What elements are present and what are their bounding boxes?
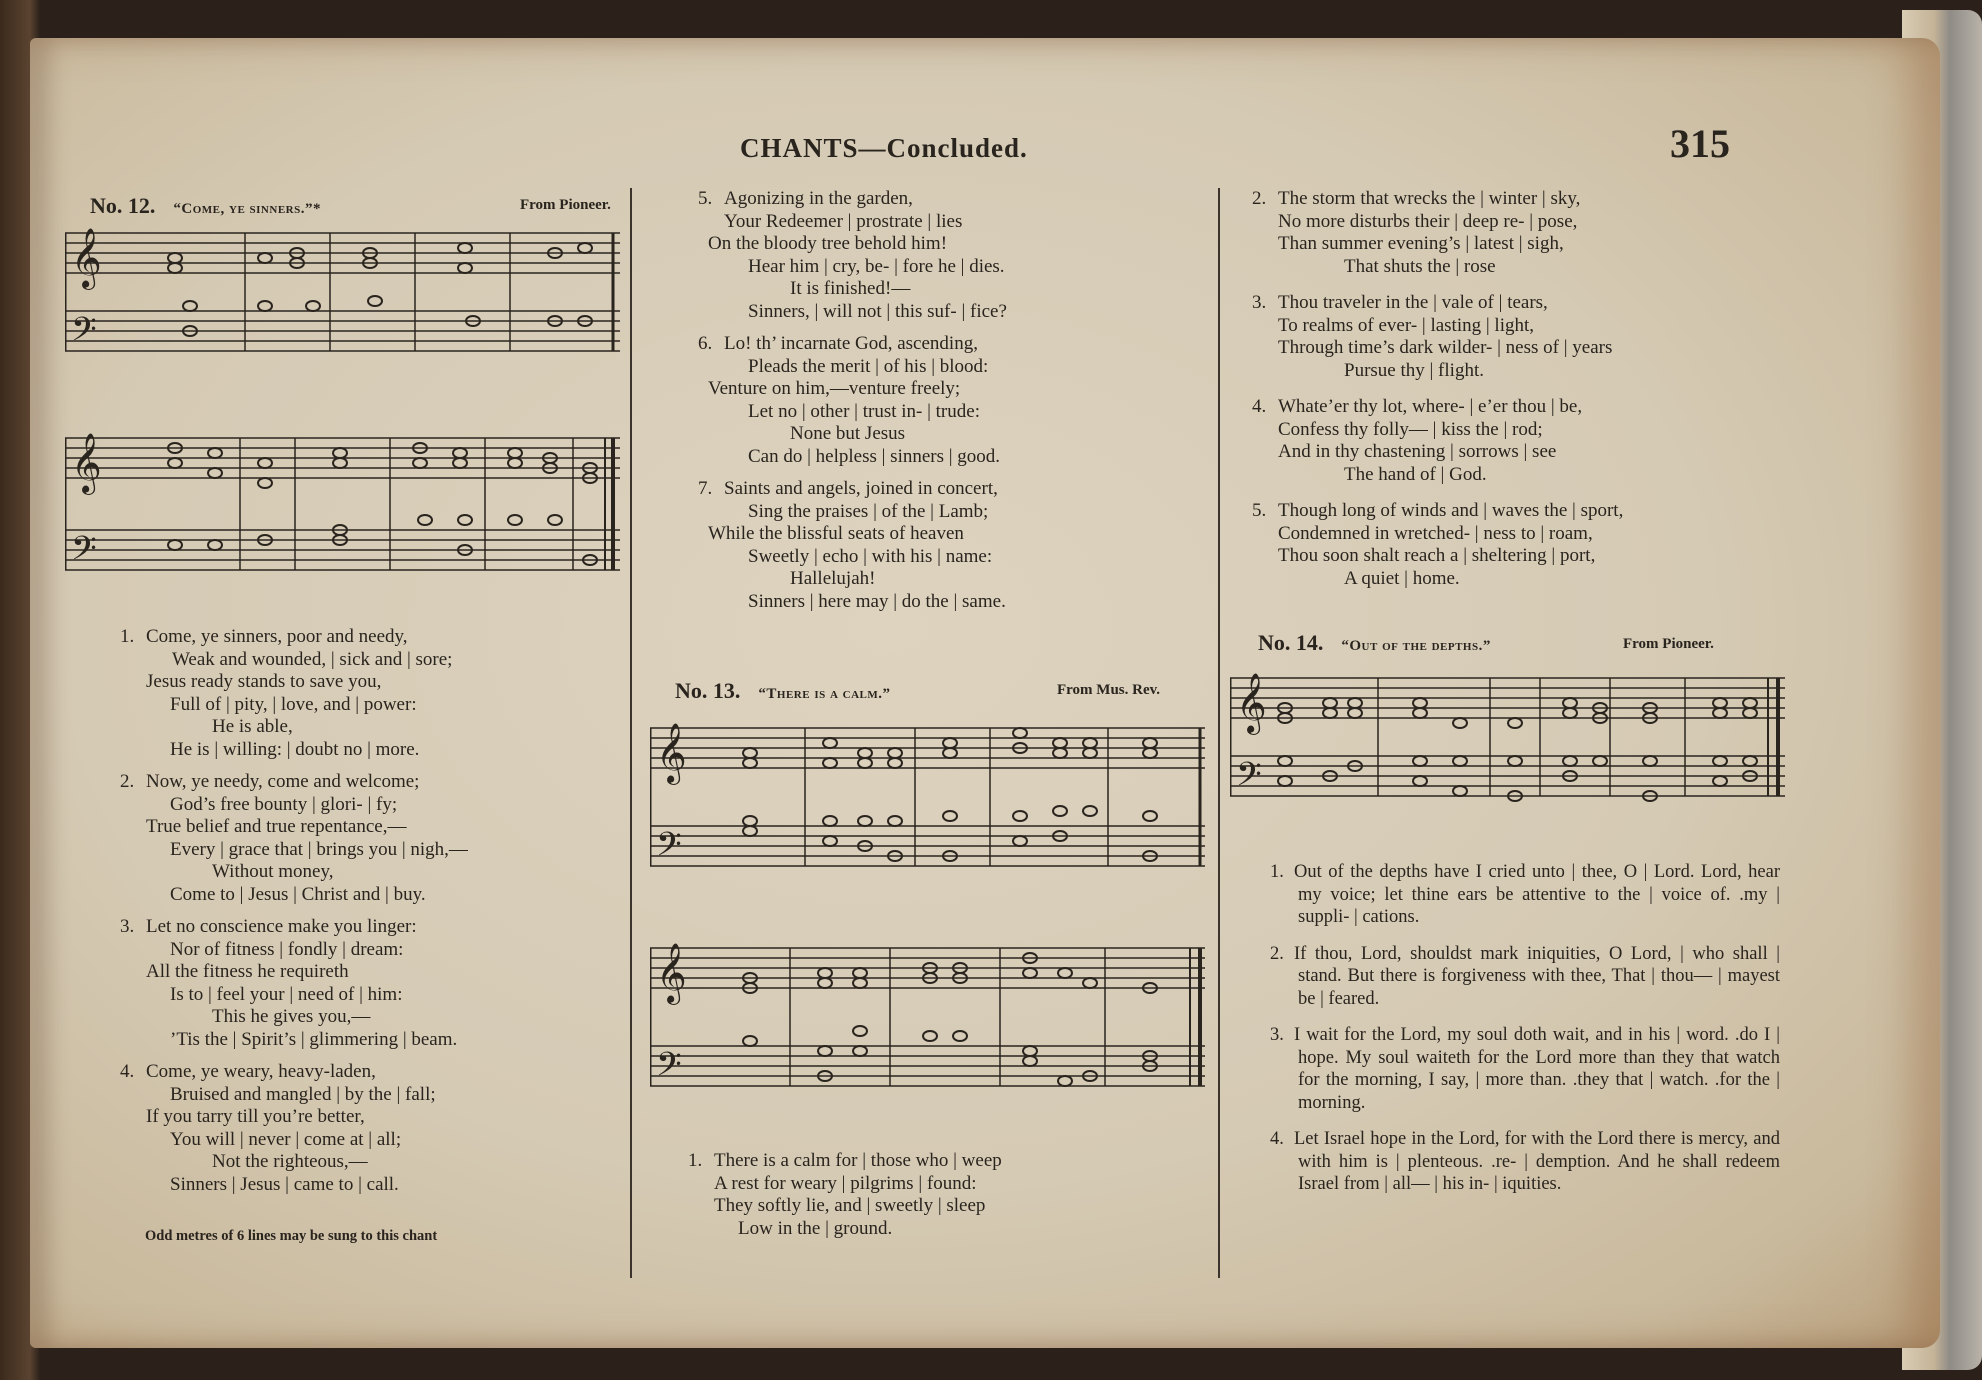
verse-line: Saints and angels, joined in concert, [724, 478, 998, 499]
bass-clef-icon: 𝄢 [656, 1046, 682, 1091]
verse-2 [1252, 188, 1772, 278]
chant-title: “Out of the depths.” [1341, 638, 1491, 654]
verse-line: And in thy chastening | sorrows | see [1278, 441, 1557, 462]
verse-line: Sweetly | echo | with his | name: [748, 545, 993, 567]
column-divider-right [1218, 188, 1220, 1278]
verse-line: Come, ye weary, heavy-laden, [146, 1061, 376, 1082]
treble-clef-icon: 𝄞 [656, 725, 687, 782]
paragraph-2 [1270, 943, 1780, 1011]
verse-line: This he gives you,— [212, 1006, 371, 1027]
verse-line: A rest for weary | pilgrims | found: [714, 1172, 977, 1194]
paragraph-text: If thou, Lord, shouldst mark iniquities, O Lord, | who shall | stand. But there is forgiveness with thee, That | thou— | mayest be | feared. [1294, 943, 1780, 1009]
verse-line: Agonizing in the garden, [724, 188, 913, 209]
verse-line: Whate’er thy lot, where- | e’er thou | be, [1278, 396, 1583, 417]
chant-title: “There is a calm.” [758, 686, 891, 702]
verse-line: Sinners | Jesus | came to | call. [170, 1173, 399, 1195]
verse-line: Weak and wounded, | sick and | sore; [172, 648, 453, 670]
verse-line: To realms of ever- | lasting | light, [1278, 314, 1534, 336]
verse-line: There is a calm for | those who | weep [714, 1150, 1002, 1171]
verse-line: Thou traveler in the | vale of | tears, [1278, 292, 1548, 313]
bass-clef-icon: 𝄢 [656, 826, 682, 871]
paragraph-number: 3. [1270, 1025, 1284, 1045]
paragraph-3 [1270, 1024, 1780, 1114]
bass-clef-icon: 𝄢 [71, 530, 97, 575]
chant-number: No. 14. [1258, 630, 1324, 655]
verse-line: Let no conscience make you linger: [146, 916, 417, 937]
verse-line: Nor of fitness | fondly | dream: [170, 938, 404, 960]
column-divider-left [630, 188, 632, 1278]
verse-number: 7. [698, 478, 713, 499]
treble-clef-icon: 𝄞 [71, 435, 102, 492]
verse-line: Though long of winds and | waves the | sport, [1278, 500, 1624, 521]
verse-line: ’Tis the | Spirit’s | glimmering | beam. [170, 1028, 458, 1050]
verse-5 [698, 188, 1208, 323]
verse-line: Your Redeemer | prostrate | lies [724, 210, 963, 232]
chant-title: “Come, ye sinners.”* [173, 201, 321, 217]
paragraph-number: 4. [1270, 1129, 1284, 1149]
verse-3 [120, 916, 625, 1051]
verse-line: Now, ye needy, come and welcome; [146, 771, 420, 792]
verse-line: Lo! th’ incarnate God, ascending, [724, 333, 978, 354]
chant-13-score-system-2 [650, 928, 1210, 1108]
verse-number: 2. [120, 771, 135, 792]
page-number: 315 [1670, 121, 1730, 166]
verse-line: Not the righteous,— [212, 1151, 368, 1172]
bass-clef-icon: 𝄢 [71, 311, 97, 356]
verse-line: They softly lie, and | sweetly | sleep [714, 1195, 986, 1216]
chant-13-continued-verses [1252, 188, 1772, 590]
verse-2 [120, 771, 625, 906]
chant-13-verses [688, 1150, 1208, 1240]
bass-clef-icon: 𝄢 [1236, 756, 1262, 801]
chant-14-text [1270, 861, 1780, 1210]
verse-line: Pleads the merit | of his | blood: [748, 355, 989, 377]
verse-line: Confess thy folly— | kiss the | rod; [1278, 418, 1543, 440]
paragraph-text: Let Israel hope in the Lord, for with the Lord there is mercy, and with him is | plenteous. .re- | demption. And he shall redeem Israel from | all— | his in- | iquities. [1294, 1129, 1780, 1194]
chant-source: From Mus. Rev. [1057, 682, 1161, 698]
verse-line: Come, ye sinners, poor and needy, [146, 626, 408, 647]
verse-line: Pursue thy | flight. [1344, 359, 1484, 381]
verse-line: Let no | other | trust in- | trude: [748, 400, 980, 422]
verse-line: Hear him | cry, be- | fore he | dies. [748, 255, 1005, 277]
verse-line: Every | grace that | brings you | nigh,— [170, 838, 468, 860]
verse-line: Bruised and mangled | by the | fall; [170, 1083, 436, 1105]
verse-number: 3. [120, 916, 135, 937]
verse-line: It is finished!— [790, 278, 911, 299]
verse-line: God’s free bounty | glori- | fy; [170, 793, 398, 815]
chant-12-footnote: Odd metres of 6 lines may be sung to this chant [145, 1228, 438, 1244]
verse-line: Thou soon shalt reach a | sheltering | port, [1278, 545, 1596, 566]
chant-12-score-system-1 [65, 223, 625, 383]
verse-line: On the bloody tree behold him! [708, 233, 948, 254]
verse-1 [688, 1150, 1208, 1240]
chant-12-continued-verses [698, 188, 1208, 613]
verse-number: 6. [698, 333, 713, 354]
chant-13-heading [675, 678, 1215, 704]
verse-line: You will | never | come at | all; [170, 1128, 402, 1150]
verse-line: Come to | Jesus | Christ and | buy. [170, 883, 426, 905]
verse-number: 5. [698, 188, 713, 209]
chant-source: From Pioneer. [520, 197, 611, 213]
chant-12-heading [90, 193, 630, 219]
verse-3 [1252, 292, 1772, 382]
verse-line: Through time’s dark wilder- | ness of | years [1278, 337, 1613, 358]
chant-13-score-system-1 [650, 708, 1210, 888]
treble-clef-icon: 𝄞 [656, 945, 687, 1002]
verse-line: Than summer evening’s | latest | sigh, [1278, 233, 1564, 254]
verse-line: That shuts the | rose [1344, 255, 1496, 277]
verse-number: 5. [1252, 500, 1267, 521]
verse-line: True belief and true repentance,— [146, 816, 407, 837]
verse-line: If you tarry till you’re better, [146, 1106, 365, 1127]
verse-line: Can do | helpless | sinners | good. [748, 445, 1001, 467]
verse-line: None but Jesus [790, 423, 906, 444]
verse-line: Jesus ready stands to save you, [146, 671, 382, 692]
verse-line: Without money, [212, 861, 334, 882]
chant-12-score-system-2 [65, 428, 625, 588]
treble-clef-icon: 𝄞 [1236, 675, 1267, 732]
verse-line: A quiet | home. [1344, 567, 1460, 589]
verse-line: No more disturbs their | deep re- | pose, [1278, 210, 1578, 232]
verse-5 [1252, 500, 1772, 590]
chant-number: No. 12. [90, 193, 156, 218]
paragraph-text: I wait for the Lord, my soul doth wait, and in his | word. .do I | hope. My soul waiteth for the Lord more than they that watch for the morning, I say, | more than. .they that | watch. .for the | morning. [1294, 1025, 1780, 1113]
paragraph-number: 1. [1270, 862, 1284, 882]
paragraph-1 [1270, 861, 1780, 929]
verse-number: 1. [120, 626, 135, 647]
verse-number: 1. [688, 1150, 703, 1171]
verse-line: He is | willing: | doubt no | more. [170, 738, 420, 760]
paragraph-number: 2. [1270, 943, 1284, 964]
verse-line: Condemned in wretched- | ness to | roam, [1278, 522, 1593, 544]
chant-number: No. 13. [675, 678, 741, 703]
verse-line: The hand of | God. [1344, 463, 1487, 485]
verse-line: Sinners | here may | do the | same. [748, 590, 1006, 612]
treble-clef-icon: 𝄞 [71, 230, 102, 287]
page-title: CHANTS—Concluded. [740, 133, 1028, 163]
verse-6 [698, 333, 1208, 468]
chant-12-verses [120, 626, 625, 1196]
chant-14-heading [1258, 630, 1778, 656]
verse-line: Venture on him,—venture freely; [708, 378, 961, 399]
hymnal-page [30, 38, 1940, 1348]
verse-7 [698, 478, 1208, 613]
verse-line: Hallelujah! [790, 568, 876, 589]
paragraph-4 [1270, 1128, 1780, 1196]
verse-number: 4. [1252, 396, 1267, 417]
verse-line: The storm that wrecks the | winter | sky, [1278, 188, 1581, 209]
chant-source: From Pioneer. [1623, 636, 1714, 652]
verse-1 [120, 626, 625, 761]
verse-4 [120, 1061, 625, 1196]
verse-line: Low in the | ground. [738, 1217, 893, 1239]
verse-number: 4. [120, 1061, 135, 1082]
verse-number: 2. [1252, 188, 1267, 209]
paragraph-text: Out of the depths have I cried unto | thee, O | Lord. Lord, hear my voice; let thine ears be attentive to the | voice of. .my | suppli- | cations. [1294, 862, 1780, 927]
verse-number: 3. [1252, 292, 1267, 313]
verse-line: He is able, [212, 716, 293, 737]
verse-line: Sinners, | will not | this suf- | fice? [748, 300, 1007, 322]
verse-line: While the blissful seats of heaven [708, 523, 964, 544]
verse-line: Sing the praises | of the | Lamb; [748, 500, 989, 522]
verse-line: All the fitness he requireth [146, 961, 349, 982]
verse-line: Is to | feel your | need of | him: [170, 983, 403, 1005]
chant-14-score [1230, 668, 1790, 818]
verse-4 [1252, 396, 1772, 486]
verse-line: Full of | pity, | love, and | power: [170, 693, 417, 715]
